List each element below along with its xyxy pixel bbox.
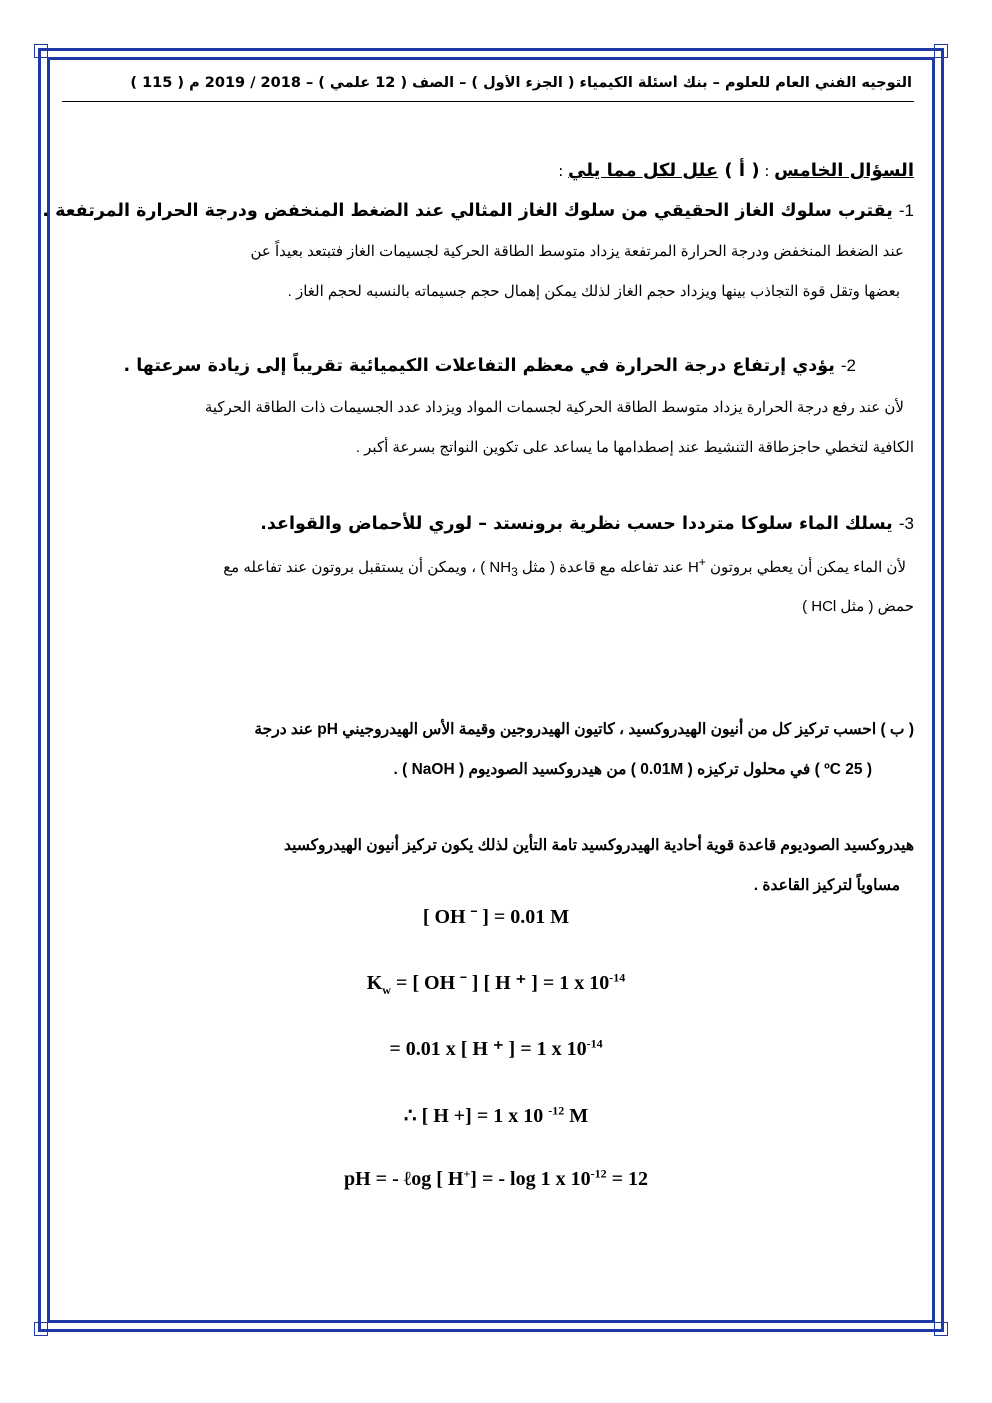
item-3-text-d: حمض ( مثل [840, 598, 914, 615]
question-title: السؤال الخامس [774, 160, 914, 181]
hcl-formula: HCl [811, 598, 837, 615]
part-b-line-1 [254, 720, 914, 739]
answer-line-1: هيدروكسيد الصوديوم قاعدة قوية أحادية الهيدروكسيد تامة التأين لذلك يكون تركيز أنيون الهيدروكسيد [284, 837, 914, 854]
item-1-heading: يقترب سلوك الغاز الحقيقي من سلوك الغاز المثالي عند الضغط المنخفض ودرجة الحرارة المرتفعة . [42, 201, 899, 221]
title-colon: : [759, 162, 775, 180]
equation-h-concentration: ∴ [ H +] = 1 x 10 $^{-12}$ M [403, 1103, 589, 1127]
part-b-label: ( ب ) [880, 721, 914, 738]
part-a-colon: : [558, 162, 569, 180]
part-a-instruction: علل لكل مما يلي [568, 160, 719, 181]
item-1-answer-line-1: عند الضغط المنخفض ودرجة الحرارة المرتفعة يزداد متوسط الطاقة الحركية لجسيمات الغاز فتبتعد بعيداً عن [250, 243, 904, 260]
corner-ornament-top-right [934, 44, 948, 58]
item-1-answer-line-2: بعضها وتقل قوة التجاذب بينها ويزداد حجم الغاز لذلك يمكن إهمال حجم جسيماته بالنسبه لحجم الغاز . [287, 283, 900, 300]
item-3-number: 3- [898, 514, 914, 533]
item-3-answer-line-1 [223, 555, 906, 579]
part-a-label: ( أ ) [724, 160, 760, 181]
equation-oh-concentration: [ OH ˉ ] = 0.01 M [422, 906, 570, 928]
header-rule [62, 101, 914, 102]
ammonia-formula: $NH_3$ [489, 559, 518, 579]
corner-ornament-top-left [34, 44, 48, 58]
item-2-answer-line-2: الكافية لتخطي حاجزطاقة التنشيط عند إصطدامها ما يساعد على تكوين النواتج بسرعة أكبر . [355, 439, 914, 456]
part-b-question-1: احسب تركيز كل من أنيون الهيدروكسيد ، كاتيون الهيدروجين وقيمة الأس الهيدروجيني pH عند درجة [254, 721, 881, 738]
item-2-heading: يؤدي إرتفاع درجة الحرارة في معظم التفاعلات الكيميائية تقريباً إلى زيادة سرعتها . [123, 356, 841, 376]
equation-ph: pH = - ℓog [ H+] = - log 1 x $10^{-12} = 12$ [344, 1166, 648, 1190]
corner-ornament-bottom-right [934, 1322, 948, 1336]
part-b-question-2: ( 25 ºC ) في محلول تركيزه ( 0.01M ) من هيدروكسيد الصوديوم ( NaOH ) . [393, 761, 872, 778]
item-3-answer-line-2 [802, 597, 914, 615]
equation-kw: $K_w$ = [ OH ˉ ] [ H ⁺ ] = 1 x $10^{-14}$ [366, 970, 626, 997]
item-3-text-a: لأن الماء يمكن أن يعطي بروتون [709, 559, 906, 576]
item-1-heading-row [42, 201, 914, 221]
item-3-text-c: ) ، ويمكن أن يستقبل بروتون عند تفاعله مع [223, 559, 486, 576]
item-3-text-b: عند تفاعله مع قاعدة ( مثل [521, 559, 684, 576]
item-3-heading: يسلك الماء سلوكا مترددا حسب نظرية برونستد – لوري للأحماض والقواعد. [260, 514, 899, 534]
item-1-number: 1- [898, 201, 914, 220]
question-title-row [558, 160, 914, 181]
item-2-answer-line-1: لأن عند رفع درجة الحرارة يزداد متوسط الطاقة الحركية لجسمات المواد ويزداد عدد الجسيمات ذات الطاقة الحركية [204, 399, 904, 416]
equation-substitution: = 0.01 x [ H ⁺ ] = 1 x $10^{-14}$ [389, 1036, 603, 1060]
page-header: التوجيه الفني العام للعلوم – بنك أسئلة الكيمياء ( الجزء الأول ) – الصف ( 12 علمي ) – 2018 / 2019 م ( 115 ) [130, 75, 912, 91]
item-2-number: 2- [840, 356, 856, 375]
proton-symbol: H+ [687, 555, 706, 576]
answer-line-2: مساوياً لتركيز القاعدة . [753, 877, 900, 894]
item-3-text-e: ) [802, 598, 808, 615]
corner-ornament-bottom-left [34, 1322, 48, 1336]
item-2-heading-row [123, 356, 856, 376]
item-3-heading-row [260, 514, 914, 534]
